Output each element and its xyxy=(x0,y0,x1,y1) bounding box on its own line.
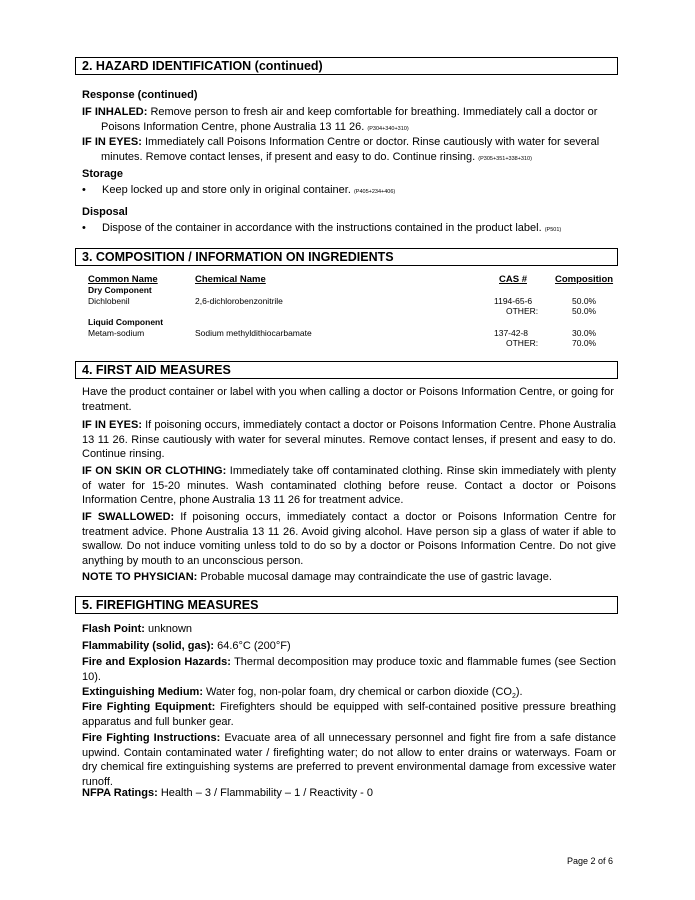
if-inhaled-code: (P304+340+310) xyxy=(367,125,409,132)
first-aid-skin-paragraph xyxy=(82,464,616,508)
if-inhaled-paragraph xyxy=(82,105,631,136)
table-cell-cas: 1194-65-6 xyxy=(494,296,533,306)
extinguishing-medium-label: Extinguishing Medium: xyxy=(82,686,203,698)
first-aid-swallowed-label: IF SWALLOWED: xyxy=(82,511,175,523)
first-aid-eyes-paragraph xyxy=(82,418,616,462)
first-aid-swallowed-paragraph xyxy=(82,510,616,568)
table-cell-other-composition: 50.0% xyxy=(572,306,597,316)
flash-point-value: unknown xyxy=(144,623,193,635)
note-to-physician-label: NOTE TO PHYSICIAN: xyxy=(82,571,198,583)
table-cell-other-label: OTHER: xyxy=(506,338,539,348)
group-label-dry: Dry Component xyxy=(88,285,152,295)
if-inhaled-label: IF INHALED: xyxy=(82,106,148,118)
disposal-code: (P501) xyxy=(544,227,562,233)
first-aid-swallowed-text: If poisoning occurs, immediately contact a doctor or Poisons Information Centre for treatment advice. Phone Australia 13 11 26. Avoid giving alcohol. Have person sip a glass of water if able to swallow. Do not induce vomiting unless told to do so by a doctor or Poisons Information Centre. Do not give anything by mouth to an unconscious person. xyxy=(82,511,616,567)
table-cell-common: Metam-sodium xyxy=(88,328,145,338)
fire-explosion-hazards-paragraph xyxy=(82,655,616,684)
fire-fighting-instructions-text: Evacuate area of all unnecessary personnel and fight fire from a safe distance upwind. Contain contaminated water / firefighting water; do not allow to enter drains or waterways. Foam or dry chemical fire extinguishing systems are preferred to prevent environmental damage from excessive water runoff. xyxy=(82,732,616,788)
table-cell-chemical: Sodium methyldithiocarbamate xyxy=(195,328,312,338)
table-cell-cas: 137-42-8 xyxy=(494,328,529,338)
storage-code: (P405+234+406) xyxy=(353,189,396,195)
if-in-eyes-label: IF IN EYES: xyxy=(82,136,142,148)
fire-explosion-hazards-text: Thermal decomposition may produce toxic and flammable fumes (see Section 10). xyxy=(82,656,616,683)
fire-fighting-instructions-label: Fire Fighting Instructions: xyxy=(82,732,221,744)
nfpa-ratings-text: Health – 3 / Flammability – 1 / Reactivity - 0 xyxy=(157,787,373,799)
group-label-liquid: Liquid Component xyxy=(88,317,164,327)
co2-subscript: 2 xyxy=(511,693,516,701)
extinguishing-medium-text: Water fog, non-polar foam, dry chemical or carbon dioxide (CO xyxy=(203,686,512,698)
extinguishing-medium-end: ). xyxy=(515,686,523,698)
flash-point-line xyxy=(82,622,616,637)
column-header-composition: Composition xyxy=(555,274,614,285)
table-cell-chemical: 2,6-dichlorobenzonitrile xyxy=(195,296,283,306)
table-cell-composition: 50.0% xyxy=(572,296,597,306)
fire-fighting-equipment-label: Fire Fighting Equipment: xyxy=(82,701,216,713)
section-2-header: 2. HAZARD IDENTIFICATION (continued) xyxy=(75,57,618,75)
section-3-header: 3. COMPOSITION / INFORMATION ON INGREDIENTS xyxy=(75,248,618,266)
section-5-header: 5. FIREFIGHTING MEASURES xyxy=(75,596,618,614)
bullet-icon: • xyxy=(82,222,86,234)
table-cell-other-label: OTHER: xyxy=(506,306,539,316)
if-in-eyes-code: (P305+351+338+310) xyxy=(478,155,532,162)
storage-heading: Storage xyxy=(82,168,123,180)
flammability-label: Flammability (solid, gas): xyxy=(82,640,215,652)
table-cell-common: Dichlobenil xyxy=(88,296,130,306)
storage-text: Keep locked up and store only in original container. xyxy=(102,184,354,196)
page-number: Page 2 of 6 xyxy=(566,856,613,866)
if-inhaled-text: Remove person to fresh air and keep comfortable for breathing. Immediately call a doctor or Poisons Information Centre, phone Australia 13 11 26. xyxy=(101,106,598,133)
bullet-icon: • xyxy=(82,184,86,196)
if-in-eyes-paragraph xyxy=(82,135,631,166)
fire-fighting-equipment-text: Firefighters should be equipped with self-contained positive pressure breathing apparatus and full bunker gear. xyxy=(82,701,617,728)
if-in-eyes-text: Immediately call Poisons Information Centre or doctor. Rinse cautiously with water for several minutes. Remove contact lenses, if present and easy to do. Continue rinsing. xyxy=(101,136,600,163)
column-header-cas: CAS # xyxy=(499,274,527,285)
disposal-text: Dispose of the container in accordance with the instructions contained in the product label. xyxy=(102,222,545,234)
column-header-chemical-name: Chemical Name xyxy=(195,274,266,285)
fire-fighting-instructions-paragraph xyxy=(82,731,616,789)
flash-point-label: Flash Point: xyxy=(82,623,145,635)
storage-bullet-item xyxy=(82,184,612,198)
column-header-common-name: Common Name xyxy=(88,274,158,285)
first-aid-eyes-text: If poisoning occurs, immediately contact a doctor or Poisons Information Centre. Phone Australia 13 11 26. Rinse cautiously with water for several minutes. Remove contact lenses, if present and easy to do. Continue rinsing. xyxy=(82,419,616,460)
response-heading: Response (continued) xyxy=(82,89,198,101)
fire-explosion-hazards-label: Fire and Explosion Hazards: xyxy=(82,656,231,668)
note-to-physician-text: Probable mucosal damage may contraindicate the use of gastric lavage. xyxy=(197,571,552,583)
first-aid-skin-label: IF ON SKIN OR CLOTHING: xyxy=(82,465,227,477)
first-aid-skin-text: Immediately take off contaminated clothing. Rinse skin immediately with plenty of water for 15-20 minutes. Wash contaminated clothing before reuse. Contact a doctor or Poisons Information Centre, phone Australia 13 11 26 for treatment advice. xyxy=(82,465,616,506)
disposal-heading: Disposal xyxy=(82,206,128,218)
table-cell-composition: 30.0% xyxy=(572,328,597,338)
nfpa-ratings-line xyxy=(82,786,616,801)
note-to-physician-paragraph xyxy=(82,570,616,585)
section-4-header: 4. FIRST AID MEASURES xyxy=(75,361,618,379)
first-aid-eyes-label: IF IN EYES: xyxy=(82,419,143,431)
fire-fighting-equipment-paragraph xyxy=(82,700,616,729)
disposal-bullet-item xyxy=(82,222,612,236)
nfpa-ratings-label: NFPA Ratings: xyxy=(82,787,158,799)
first-aid-intro: Have the product container or label with you when calling a doctor or Poisons Information Centre, or going for treatment. xyxy=(82,386,614,413)
flammability-value: 64.6°C (200°F) xyxy=(214,640,291,652)
table-cell-other-composition: 70.0% xyxy=(572,338,597,348)
flammability-line xyxy=(82,639,616,654)
